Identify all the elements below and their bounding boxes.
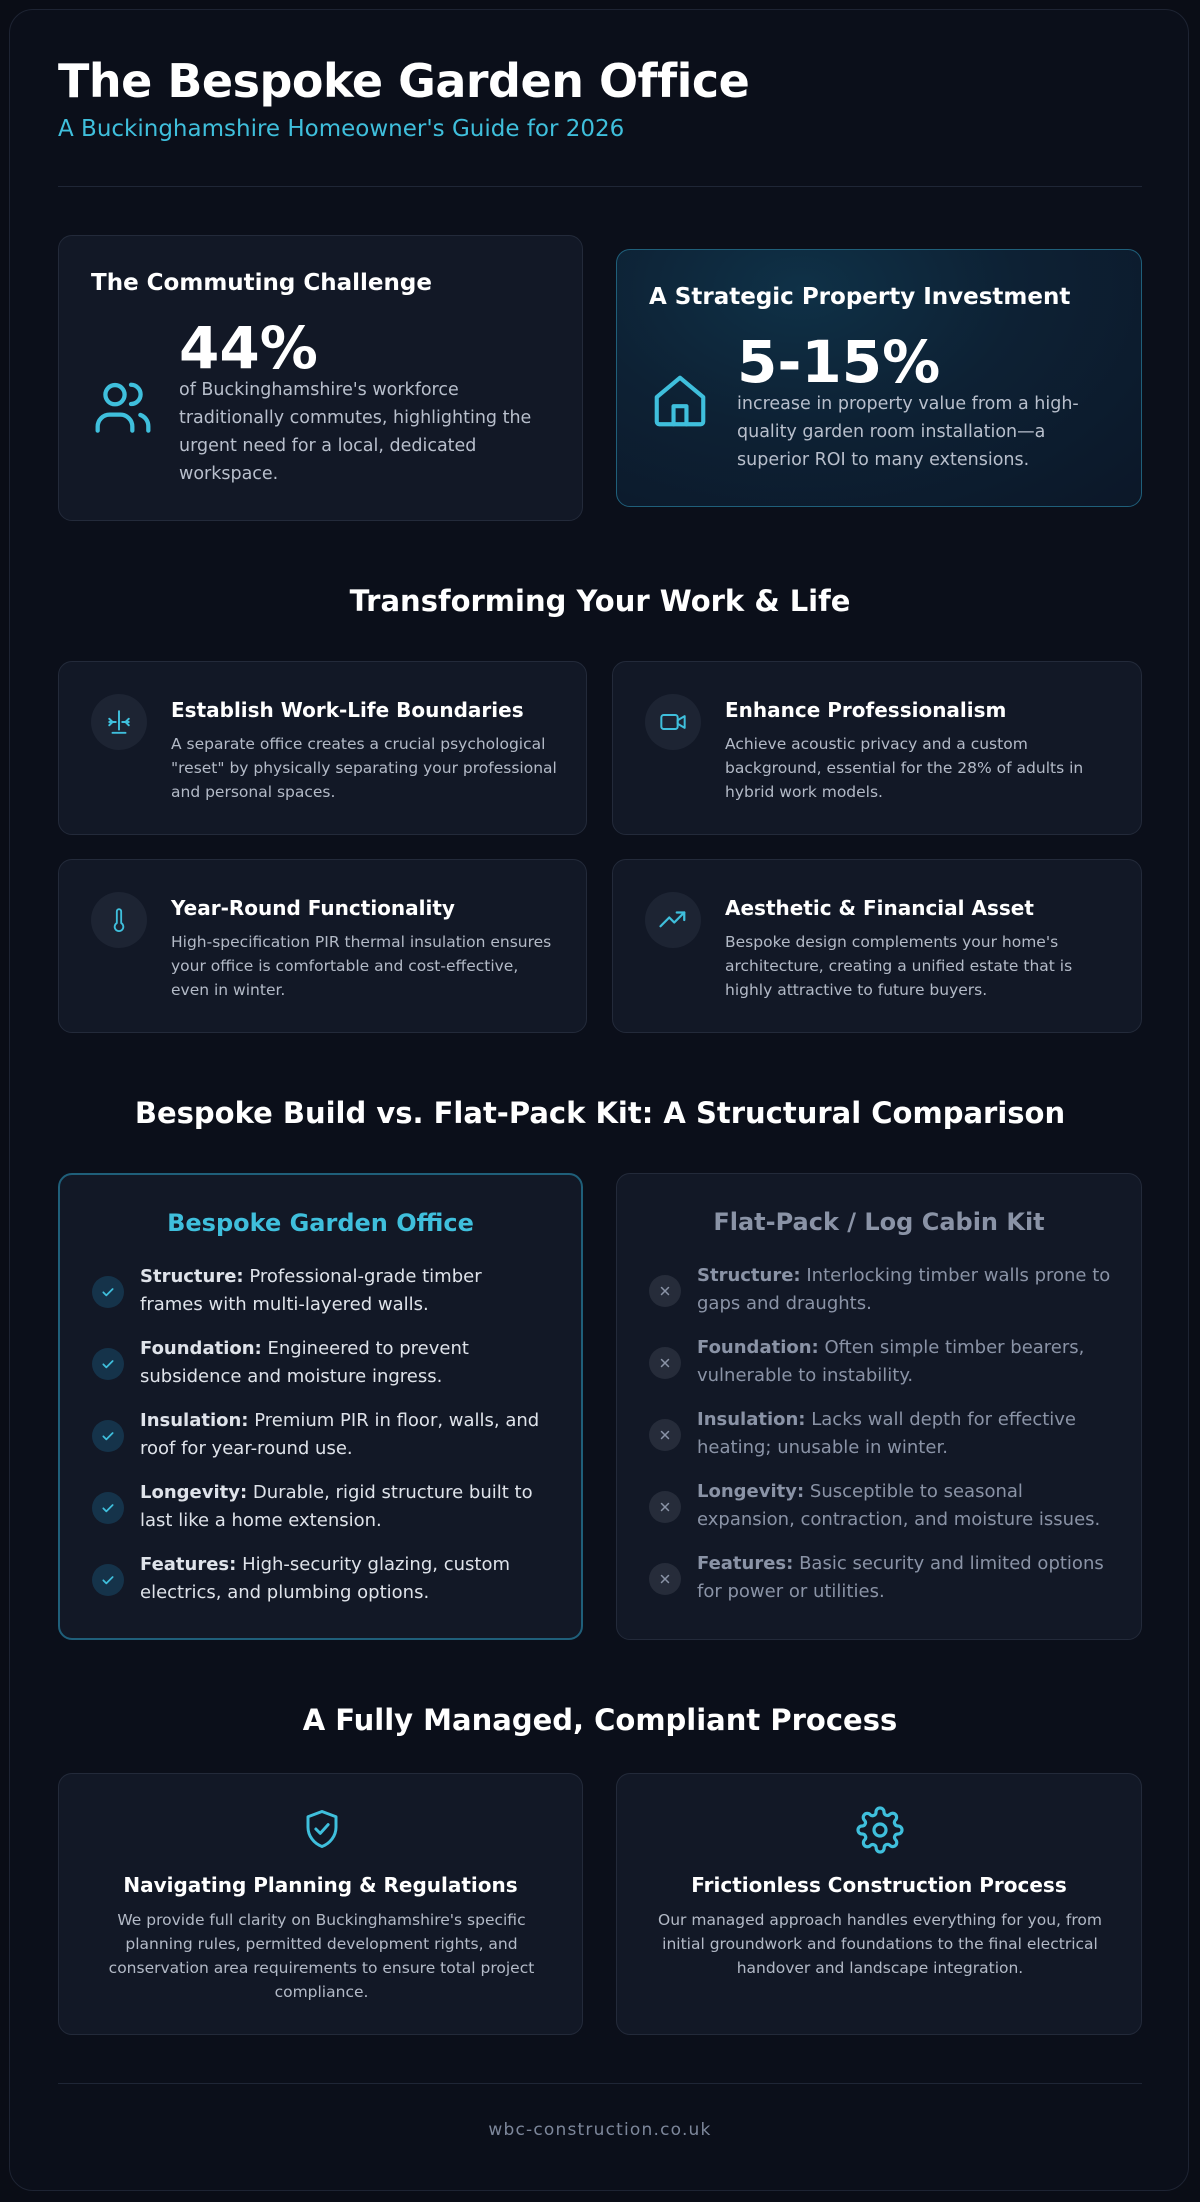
stat-heading: A Strategic Property Investment bbox=[649, 284, 1071, 310]
benefit-title: Establish Work-Life Boundaries bbox=[171, 698, 524, 722]
gear-icon bbox=[856, 1806, 904, 1854]
comparison-item-label: Features: bbox=[140, 1554, 237, 1575]
benefit-text: Achieve acoustic privacy and a custom background, essential for the 28% of adults in hybrid work models. bbox=[725, 735, 1084, 801]
thermometer-icon bbox=[91, 892, 147, 948]
cross-icon bbox=[649, 1563, 681, 1595]
stat-text: of Buckinghamshire's workforce traditionally commutes, highlighting the urgent need for a local, dedicated workspace. bbox=[179, 380, 532, 484]
comparison-item-text: High-security glazing, custom electrics, and plumbing options. bbox=[140, 1554, 510, 1603]
comparison-kit-title: Flat-Pack / Log Cabin Kit bbox=[713, 1208, 1045, 1236]
comparison-item bbox=[140, 1263, 550, 1319]
video-camera-icon bbox=[645, 694, 701, 750]
benefit-title: Year-Round Functionality bbox=[171, 896, 455, 920]
comparison-item-label: Structure: bbox=[140, 1266, 244, 1287]
comparison-item-label: Features: bbox=[697, 1553, 794, 1574]
process-title: Navigating Planning & Regulations bbox=[123, 1873, 518, 1897]
process-section-title: A Fully Managed, Compliant Process bbox=[302, 1703, 898, 1737]
comparison-item bbox=[140, 1407, 550, 1463]
comparison-bespoke-title: Bespoke Garden Office bbox=[167, 1209, 474, 1237]
comparison-item-label: Insulation: bbox=[140, 1410, 249, 1431]
benefit-text: A separate office creates a crucial psychological "reset" by physically separating your professional and personal spaces. bbox=[171, 735, 557, 801]
stat-text: increase in property value from a high-quality garden room installation—a superior ROI to many extensions. bbox=[737, 394, 1079, 470]
trending-up-icon bbox=[645, 892, 701, 948]
process-card-planning bbox=[58, 1773, 583, 2035]
comparison-item-text: Engineered to prevent subsidence and moisture ingress. bbox=[140, 1338, 469, 1387]
cross-icon bbox=[649, 1419, 681, 1451]
header-divider bbox=[58, 186, 1142, 187]
stat-value: 44% bbox=[179, 314, 318, 382]
comparison-item bbox=[140, 1479, 550, 1535]
check-icon bbox=[92, 1492, 124, 1524]
comparison-item-text: Interlocking timber walls prone to gaps and draughts. bbox=[697, 1265, 1111, 1314]
footer-link[interactable]: wbc-construction.co.uk bbox=[488, 2120, 712, 2140]
comparison-item bbox=[697, 1334, 1117, 1390]
process-text: We provide full clarity on Buckinghamshire's specific planning rules, permitted development rights, and conservation area requirements to ensure total project compliance. bbox=[108, 1911, 535, 2001]
check-icon bbox=[92, 1420, 124, 1452]
comparison-item-label: Insulation: bbox=[697, 1409, 806, 1430]
cross-icon bbox=[649, 1347, 681, 1379]
shield-check-icon bbox=[301, 1806, 343, 1852]
footer-divider bbox=[58, 2083, 1142, 2084]
process-card-construction bbox=[616, 1773, 1142, 2035]
benefit-card-professionalism bbox=[612, 661, 1142, 835]
house-icon bbox=[649, 370, 711, 432]
comparison-item bbox=[697, 1262, 1117, 1318]
check-icon bbox=[92, 1348, 124, 1380]
comparison-item-text: Professional-grade timber frames with multi-layered walls. bbox=[140, 1266, 482, 1315]
benefits-section-title: Transforming Your Work & Life bbox=[349, 584, 851, 618]
benefit-card-asset bbox=[612, 859, 1142, 1033]
comparison-item bbox=[140, 1551, 550, 1607]
check-icon bbox=[92, 1564, 124, 1596]
comparison-item-text: Often simple timber bearers, vulnerable to instability. bbox=[697, 1337, 1085, 1386]
comparison-card-kit bbox=[616, 1173, 1142, 1640]
comparison-item-text: Durable, rigid structure built to last like a home extension. bbox=[140, 1482, 533, 1531]
process-text: Our managed approach handles everything for you, from initial groundwork and foundations to the final electrical handover and landscape integration. bbox=[658, 1911, 1102, 1977]
comparison-item-label: Foundation: bbox=[697, 1337, 819, 1358]
comparison-item-text: Susceptible to seasonal expansion, contraction, and moisture issues. bbox=[697, 1481, 1101, 1530]
comparison-section-title: Bespoke Build vs. Flat-Pack Kit: A Structural Comparison bbox=[134, 1096, 1066, 1130]
comparison-item-text: Lacks wall depth for effective heating; unusable in winter. bbox=[697, 1409, 1077, 1458]
comparison-item bbox=[697, 1406, 1117, 1462]
comparison-item-text: Basic security and limited options for power or utilities. bbox=[697, 1553, 1104, 1602]
comparison-item-label: Foundation: bbox=[140, 1338, 262, 1359]
benefit-card-boundaries bbox=[58, 661, 587, 835]
benefit-title: Enhance Professionalism bbox=[725, 698, 1007, 722]
comparison-card-bespoke bbox=[58, 1173, 583, 1640]
split-icon bbox=[91, 694, 147, 750]
page-title: The Bespoke Garden Office bbox=[58, 54, 750, 108]
stat-card-commuting bbox=[58, 235, 583, 521]
stat-heading: The Commuting Challenge bbox=[91, 270, 432, 296]
cross-icon bbox=[649, 1491, 681, 1523]
benefit-text: High-specification PIR thermal insulation ensures your office is comfortable and cost-effective, even in winter. bbox=[171, 933, 552, 999]
benefit-text: Bespoke design complements your home's architecture, creating a unified estate that is highly attractive to future buyers. bbox=[725, 933, 1073, 999]
stat-value: 5-15% bbox=[737, 328, 941, 396]
process-title: Frictionless Construction Process bbox=[691, 1873, 1067, 1897]
cross-icon bbox=[649, 1275, 681, 1307]
comparison-item-label: Longevity: bbox=[697, 1481, 805, 1502]
benefit-title: Aesthetic & Financial Asset bbox=[725, 896, 1034, 920]
comparison-item-text: Premium PIR in floor, walls, and roof for year-round use. bbox=[140, 1410, 540, 1459]
comparison-item-label: Longevity: bbox=[140, 1482, 248, 1503]
comparison-item bbox=[697, 1550, 1117, 1606]
check-icon bbox=[92, 1276, 124, 1308]
comparison-item-label: Structure: bbox=[697, 1265, 801, 1286]
benefit-card-year-round bbox=[58, 859, 587, 1033]
page-subtitle: A Buckinghamshire Homeowner's Guide for 2026 bbox=[58, 116, 625, 142]
comparison-item bbox=[697, 1478, 1117, 1534]
comparison-item bbox=[140, 1335, 550, 1391]
stat-card-investment bbox=[616, 249, 1142, 507]
users-icon bbox=[91, 376, 155, 440]
